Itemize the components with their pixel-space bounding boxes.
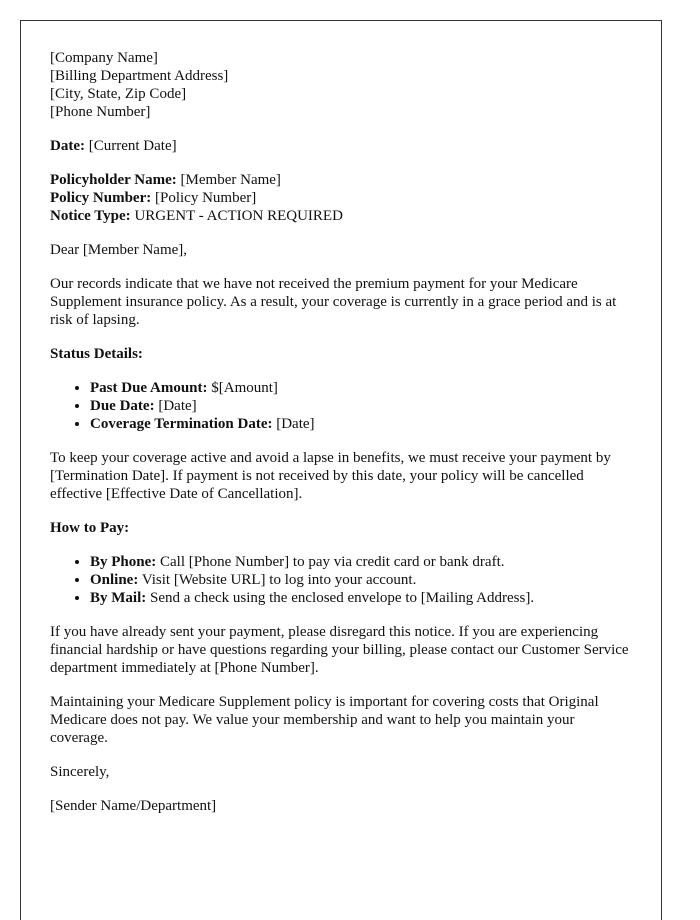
company-name: [Company Name] <box>50 50 158 66</box>
status-item-value: [Date] <box>154 398 197 414</box>
closing-paragraph: Maintaining your Medicare Supplement policy is important for covering costs that Original Medicare does not pay. We value your membership and want to help you maintain your coverage. <box>50 694 599 746</box>
notice-letter <box>20 20 662 920</box>
payment-method-label: Online: <box>90 572 139 588</box>
status-item <box>90 415 632 433</box>
status-list <box>50 379 632 433</box>
payment-method-item <box>90 571 632 589</box>
policy-info <box>50 171 632 225</box>
sender-block <box>50 49 632 121</box>
status-heading-text: Status Details: <box>50 346 143 362</box>
payment-method-value: Visit [Website URL] to log into your account. <box>138 572 417 588</box>
deadline-paragraph: To keep your coverage active and avoid a lapse in benefits, we must receive your payment by [Termination Date]. If payment is not received by this date, your policy will be cancelled effective [Effective Date of Cancellation]. <box>50 450 611 502</box>
date-value: [Current Date] <box>84 138 177 154</box>
sender-phone: [Phone Number] <box>50 104 151 120</box>
status-item <box>90 379 632 397</box>
notice-type-label: Notice Type: <box>50 208 131 224</box>
status-item-label: Due Date: <box>90 398 155 414</box>
status-item <box>90 397 632 415</box>
payment-methods-list <box>50 553 632 607</box>
payment-method-value: Send a check using the enclosed envelope to [Mailing Address]. <box>146 590 535 606</box>
how-to-pay-heading-text: How to Pay: <box>50 520 130 536</box>
payment-method-value: Call [Phone Number] to pay via credit card or bank draft. <box>156 554 505 570</box>
status-item-value: $[Amount] <box>207 380 278 396</box>
status-heading <box>50 345 632 363</box>
intro-paragraph: Our records indicate that we have not received the premium payment for your Medicare Supplement insurance policy. As a result, your coverage is currently in a grace period and is at risk of lapsing. <box>50 276 617 328</box>
billing-address: [Billing Department Address] <box>50 68 229 84</box>
document-viewport <box>20 20 662 814</box>
policy-number-value: [Policy Number] <box>151 190 257 206</box>
signature: [Sender Name/Department] <box>50 798 217 814</box>
policyholder-label: Policyholder Name: <box>50 172 177 188</box>
payment-method-item <box>90 589 632 607</box>
status-item-value: [Date] <box>272 416 315 432</box>
salutation: Dear [Member Name], <box>50 242 188 258</box>
city-state-zip: [City, State, Zip Code] <box>50 86 187 102</box>
payment-method-label: By Mail: <box>90 590 147 606</box>
status-item-label: Past Due Amount: <box>90 380 208 396</box>
status-item-label: Coverage Termination Date: <box>90 416 273 432</box>
disregard-paragraph: If you have already sent your payment, please disregard this notice. If you are experiencing financial hardship or have questions regarding your billing, please contact our Customer Service department immediately at [Phone Number]. <box>50 624 629 676</box>
how-to-pay-heading <box>50 519 632 537</box>
policyholder-value: [Member Name] <box>176 172 281 188</box>
policy-number-label: Policy Number: <box>50 190 152 206</box>
date-label: Date: <box>50 138 85 154</box>
payment-method-item <box>90 553 632 571</box>
notice-type-value: URGENT - ACTION REQUIRED <box>130 208 343 224</box>
signoff: Sincerely, <box>50 764 110 780</box>
date-line <box>50 137 632 155</box>
payment-method-label: By Phone: <box>90 554 157 570</box>
